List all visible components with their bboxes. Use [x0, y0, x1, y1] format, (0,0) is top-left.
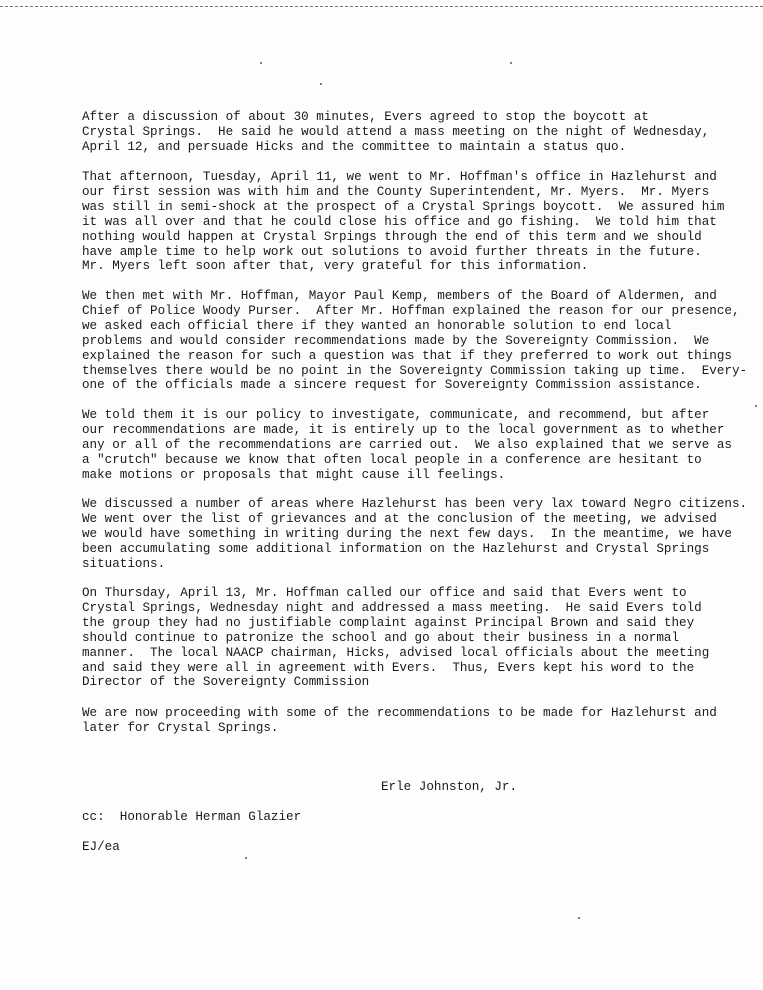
scan-speck — [755, 405, 757, 407]
scan-speck — [510, 62, 512, 64]
paragraph-commission-policy: We told them it is our policy to investigate, communicate, and recommend, but after our recommendations are made, it is entirely up to the local government as to whether any or all of the recommendations are carried out. We also explained that we serve as a "crutch" because we know that often local people in a conference are hesitant to make motions or proposals that might cause ill feelings. — [82, 408, 732, 482]
paragraph-recommendations: We are now proceeding with some of the recommendations to be made for Hazlehurst and later for Crystal Springs. — [82, 706, 717, 735]
scan-speck — [245, 857, 247, 859]
scan-speck — [260, 62, 262, 64]
signature-line: Erle Johnston, Jr. — [381, 780, 518, 794]
paragraph-grievances: We discussed a number of areas where Hazlehurst has been very lax toward Negro citizens. We went over the list of grievances and at the conclusion of the meeting, we advised we would have something in writing during the next few days. In the meantime, we have been accumulating some additional information on the Hazlehurst and Crystal Springs situations. — [82, 497, 748, 571]
paragraph-boycott-agreement: After a discussion of about 30 minutes, Evers agreed to stop the boycott at Crystal Springs. He said he would attend a mass meeting on the night of Wednesday, April 12, and persuade Hicks and the committee to maintain a status quo. — [82, 110, 710, 154]
scan-speck — [320, 83, 322, 85]
paragraph-mass-meeting-report: On Thursday, April 13, Mr. Hoffman called our office and said that Evers went to Crystal Springs, Wednesday night and addressed a mass meeting. He said Evers told the group they had no justifiable complaint against Principal Brown and said they should continue to patronize the school and go about their business in a normal manner. The local NAACP chairman, Hicks, advised local officials about the meeting and said they were all in agreement with Evers. Thus, Evers kept his word to the Director of the Sovereignty Commission — [82, 586, 710, 690]
paragraph-aldermen-meeting: We then met with Mr. Hoffman, Mayor Paul Kemp, members of the Board of Aldermen, and Chief of Police Woody Purser. After Mr. Hoffman explained the reason for our presence, we asked each official there if they wanted an honorable solution to end local problems and would consider recommendations made by the Sovereignty Commission. We explained the reason for such a question was that if they preferred to work out things themselves there would be no point in the Sovereignty Commission taking up time. Every- one of the officials made a sincere request for Sovereignty Commission assistance. — [82, 289, 748, 393]
paragraph-hoffman-office-meeting: That afternoon, Tuesday, April 11, we went to Mr. Hoffman's office in Hazlehurst and our first session was with him and the County Superintendent, Mr. Myers. Mr. Myers was still in semi-shock at the prospect of a Crystal Springs boycott. We assured him it was all over and that he could close his office and go fishing. We told him that nothing would happen at Crystal Srpings through the end of this term and we should have ample time to help work out solutions to avoid further threats in the future. Mr. Myers left soon after that, very grateful for this information. — [82, 170, 725, 274]
carbon-copy-line: cc: Honorable Herman Glazier — [82, 810, 302, 824]
scan-speck — [578, 917, 580, 919]
page-top-edge — [0, 0, 763, 7]
typist-initials: EJ/ea — [82, 840, 120, 854]
